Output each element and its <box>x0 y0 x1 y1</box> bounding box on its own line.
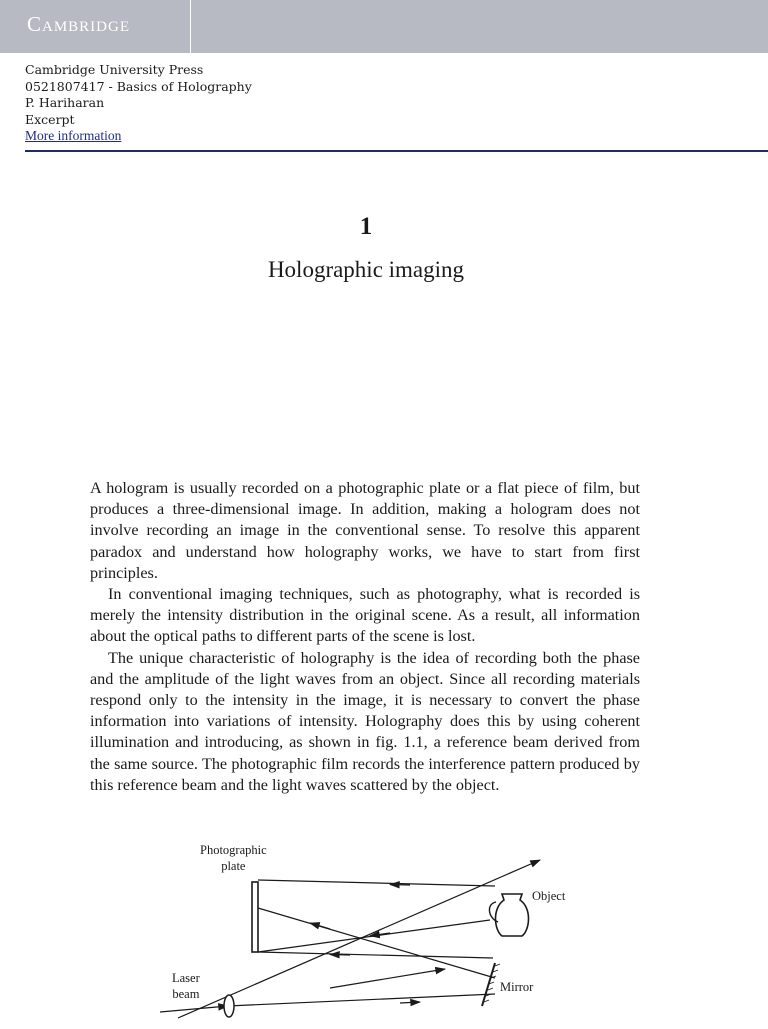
author-line: P. Hariharan <box>25 95 105 111</box>
header-rule <box>25 150 768 152</box>
object-beam-top <box>258 880 495 886</box>
label-object: Object <box>532 889 566 903</box>
brand-logo: Cambridge <box>27 12 131 36</box>
chapter-number: 1 <box>359 213 373 240</box>
arrow-cross <box>310 923 330 929</box>
mirror-return-beam <box>330 969 445 988</box>
label-photographic-plate: Photographic plate <box>200 843 267 873</box>
header-band <box>0 0 768 53</box>
excerpt-line: Excerpt <box>25 111 75 127</box>
chapter-title: Holographic imaging <box>267 257 465 282</box>
lens-shape <box>224 995 234 1017</box>
label-mirror: Mirror <box>500 980 534 994</box>
photographic-plate-shape <box>252 882 258 952</box>
body-text <box>90 478 640 796</box>
holography-setup-figure <box>150 838 590 1024</box>
arrow-object-top <box>390 885 410 886</box>
paragraph-1: A hologram is usually recorded on a photographic plate or a flat piece of film, but produces a three-dimensional image. In addition, making a hologram does not involve recording an image in the conventional sense. To resolve this apparent paradox and understand how holography works, we have to start from first principles. <box>90 479 640 582</box>
label-laser-beam: Laser beam <box>172 971 200 1001</box>
mirror-shape <box>482 963 495 1006</box>
object-vase-shape <box>496 894 529 936</box>
paragraph-3: The unique characteristic of holography is the idea of recording both the phase and the amplitude of the light waves from an object. Since all recording materials respond only to the intensity in the image, it is necessary to convert the phase information into variations of intensity. Holography does this by using coherent illumination and introducing, as shown in fig. 1.1, a reference beam derived from the same source. The photographic film records the interference pattern produced by this reference beam and the light waves scattered by the object. <box>90 648 640 794</box>
more-information-link[interactable]: More information <box>25 128 122 144</box>
laser-to-mirror <box>228 994 495 1006</box>
object-beam-lower <box>258 920 490 952</box>
arrow-bottom <box>330 955 350 956</box>
header-divider <box>190 0 191 53</box>
publisher-line: Cambridge University Press <box>25 62 204 77</box>
paragraph-2: In conventional imaging techniques, such as photography, what is recorded is merely the intensity distribution in the original scene. As a result, all information about the optical paths to different parts of the scene is lost. <box>90 585 640 646</box>
arrow-laser-mirror <box>400 1002 420 1003</box>
isbn-title-line: 0521807417 - Basics of Holography <box>25 78 252 94</box>
book-metadata <box>25 62 252 145</box>
reference-beam-bottom <box>258 952 493 958</box>
